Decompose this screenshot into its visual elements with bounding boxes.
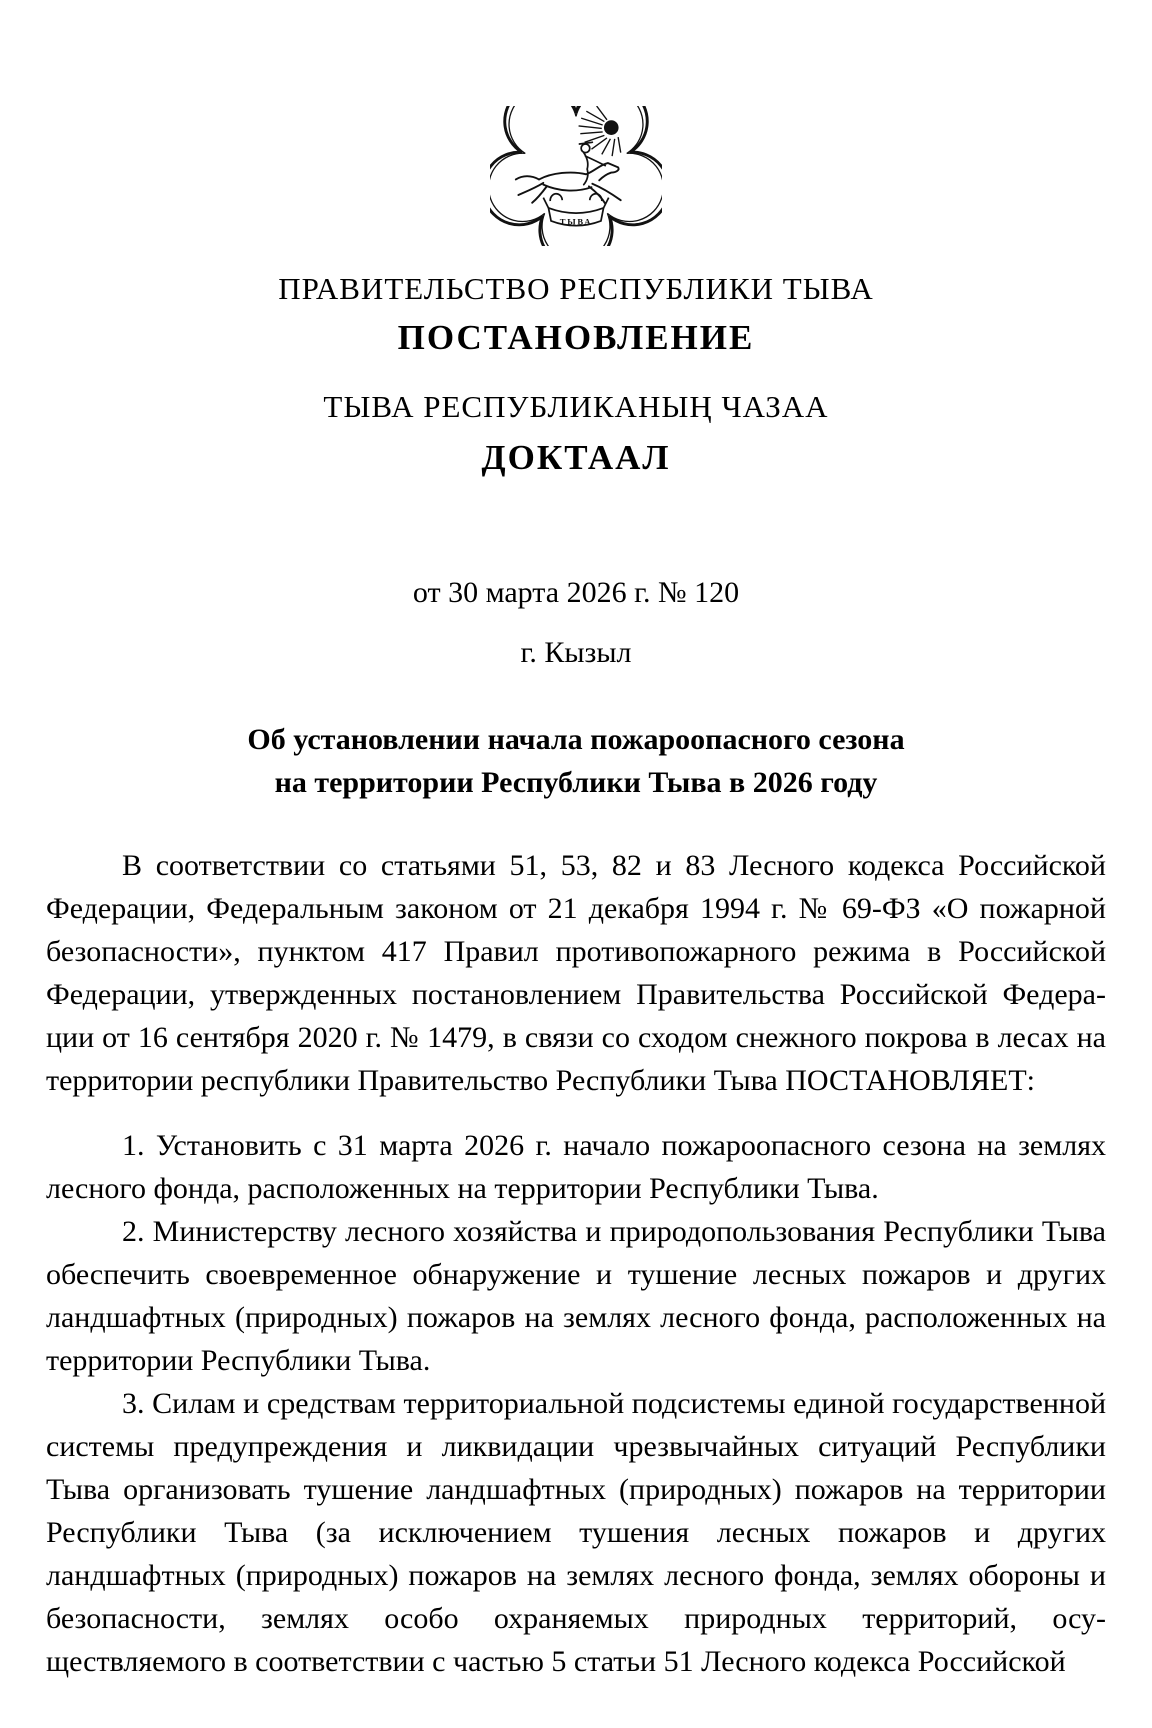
government-name-tyvan: ТЫВА РЕСПУБЛИКАНЫҢ ЧАЗАА: [323, 389, 829, 424]
subject-line-2: на территории Республики Тыва в 2026 году: [274, 766, 878, 799]
date-and-number-line: от 30 марта 2026 г. № 120: [412, 576, 740, 609]
item-1-paragraph: 1. Установить с 31 марта 2026 г. начало пожароопасного сезона на землях лесного фонда, расположенных на территории Республики Тыва.: [46, 1129, 1106, 1205]
item-2-paragraph: 2. Министерству лесного хозяйства и природопользования Республики Тыва обеспечить своевременное обнаружение и тушение лесных пожаров и других ландшафтных (природных) пожаров на землях лесного фонда, расположенных на территории Республики Тыва.: [46, 1215, 1106, 1377]
place-line: г. Кызыл: [520, 636, 632, 669]
tyva-coat-of-arms-icon: [490, 106, 662, 246]
item-3-paragraph: 3. Силам и средствам территориальной подсистемы единой государственной системы предупреждения и ликвидации чрезвычайных ситуаций Республики Тыва организовать тушение ландшафтных (природных) пожаров на территории Республики Тыва (за исключением тушения лесных пожаров и других ландшафтных (природных) пожаров на землях лесного фонда, землях обороны и безопасности, землях особо охраняемых природных территорий, осуществляемого в соответствии с частью 5 статьи 51 Лесного кодекса Российской: [46, 1387, 1106, 1678]
doc-type-ru: ПОСТАНОВЛЕНИЕ: [397, 318, 755, 357]
preamble-paragraph: В соответствии со статьями 51, 53, 82 и 83 Лесного кодекса Российской Федерации, Федеральным законом от 21 декабря 1994 г. № 69-ФЗ «О пожарной безопасности», пунктом 417 Правил противопожарного режима в Российской Федерации, утвержденных постановлением Правительства Российской Федерации от 16 сентября 2020 г. № 1479, в связи со сходом снежного покрова в лесах на территории республики Правительство Республики Тыва ПОСТАНОВЛЯЕТ:: [46, 849, 1106, 1097]
subject-line-1: Об установлении начала пожароопасного сезона: [247, 723, 905, 756]
decree-subject: [0, 718, 1152, 804]
government-name-ru: ПРАВИТЕЛЬСТВО РЕСПУБЛИКИ ТЫВА: [278, 271, 874, 306]
doc-type-tyvan: ДОКТААЛ: [481, 438, 671, 477]
decree-body: [46, 844, 1106, 1683]
banner-text: ТЫВА: [559, 216, 593, 227]
